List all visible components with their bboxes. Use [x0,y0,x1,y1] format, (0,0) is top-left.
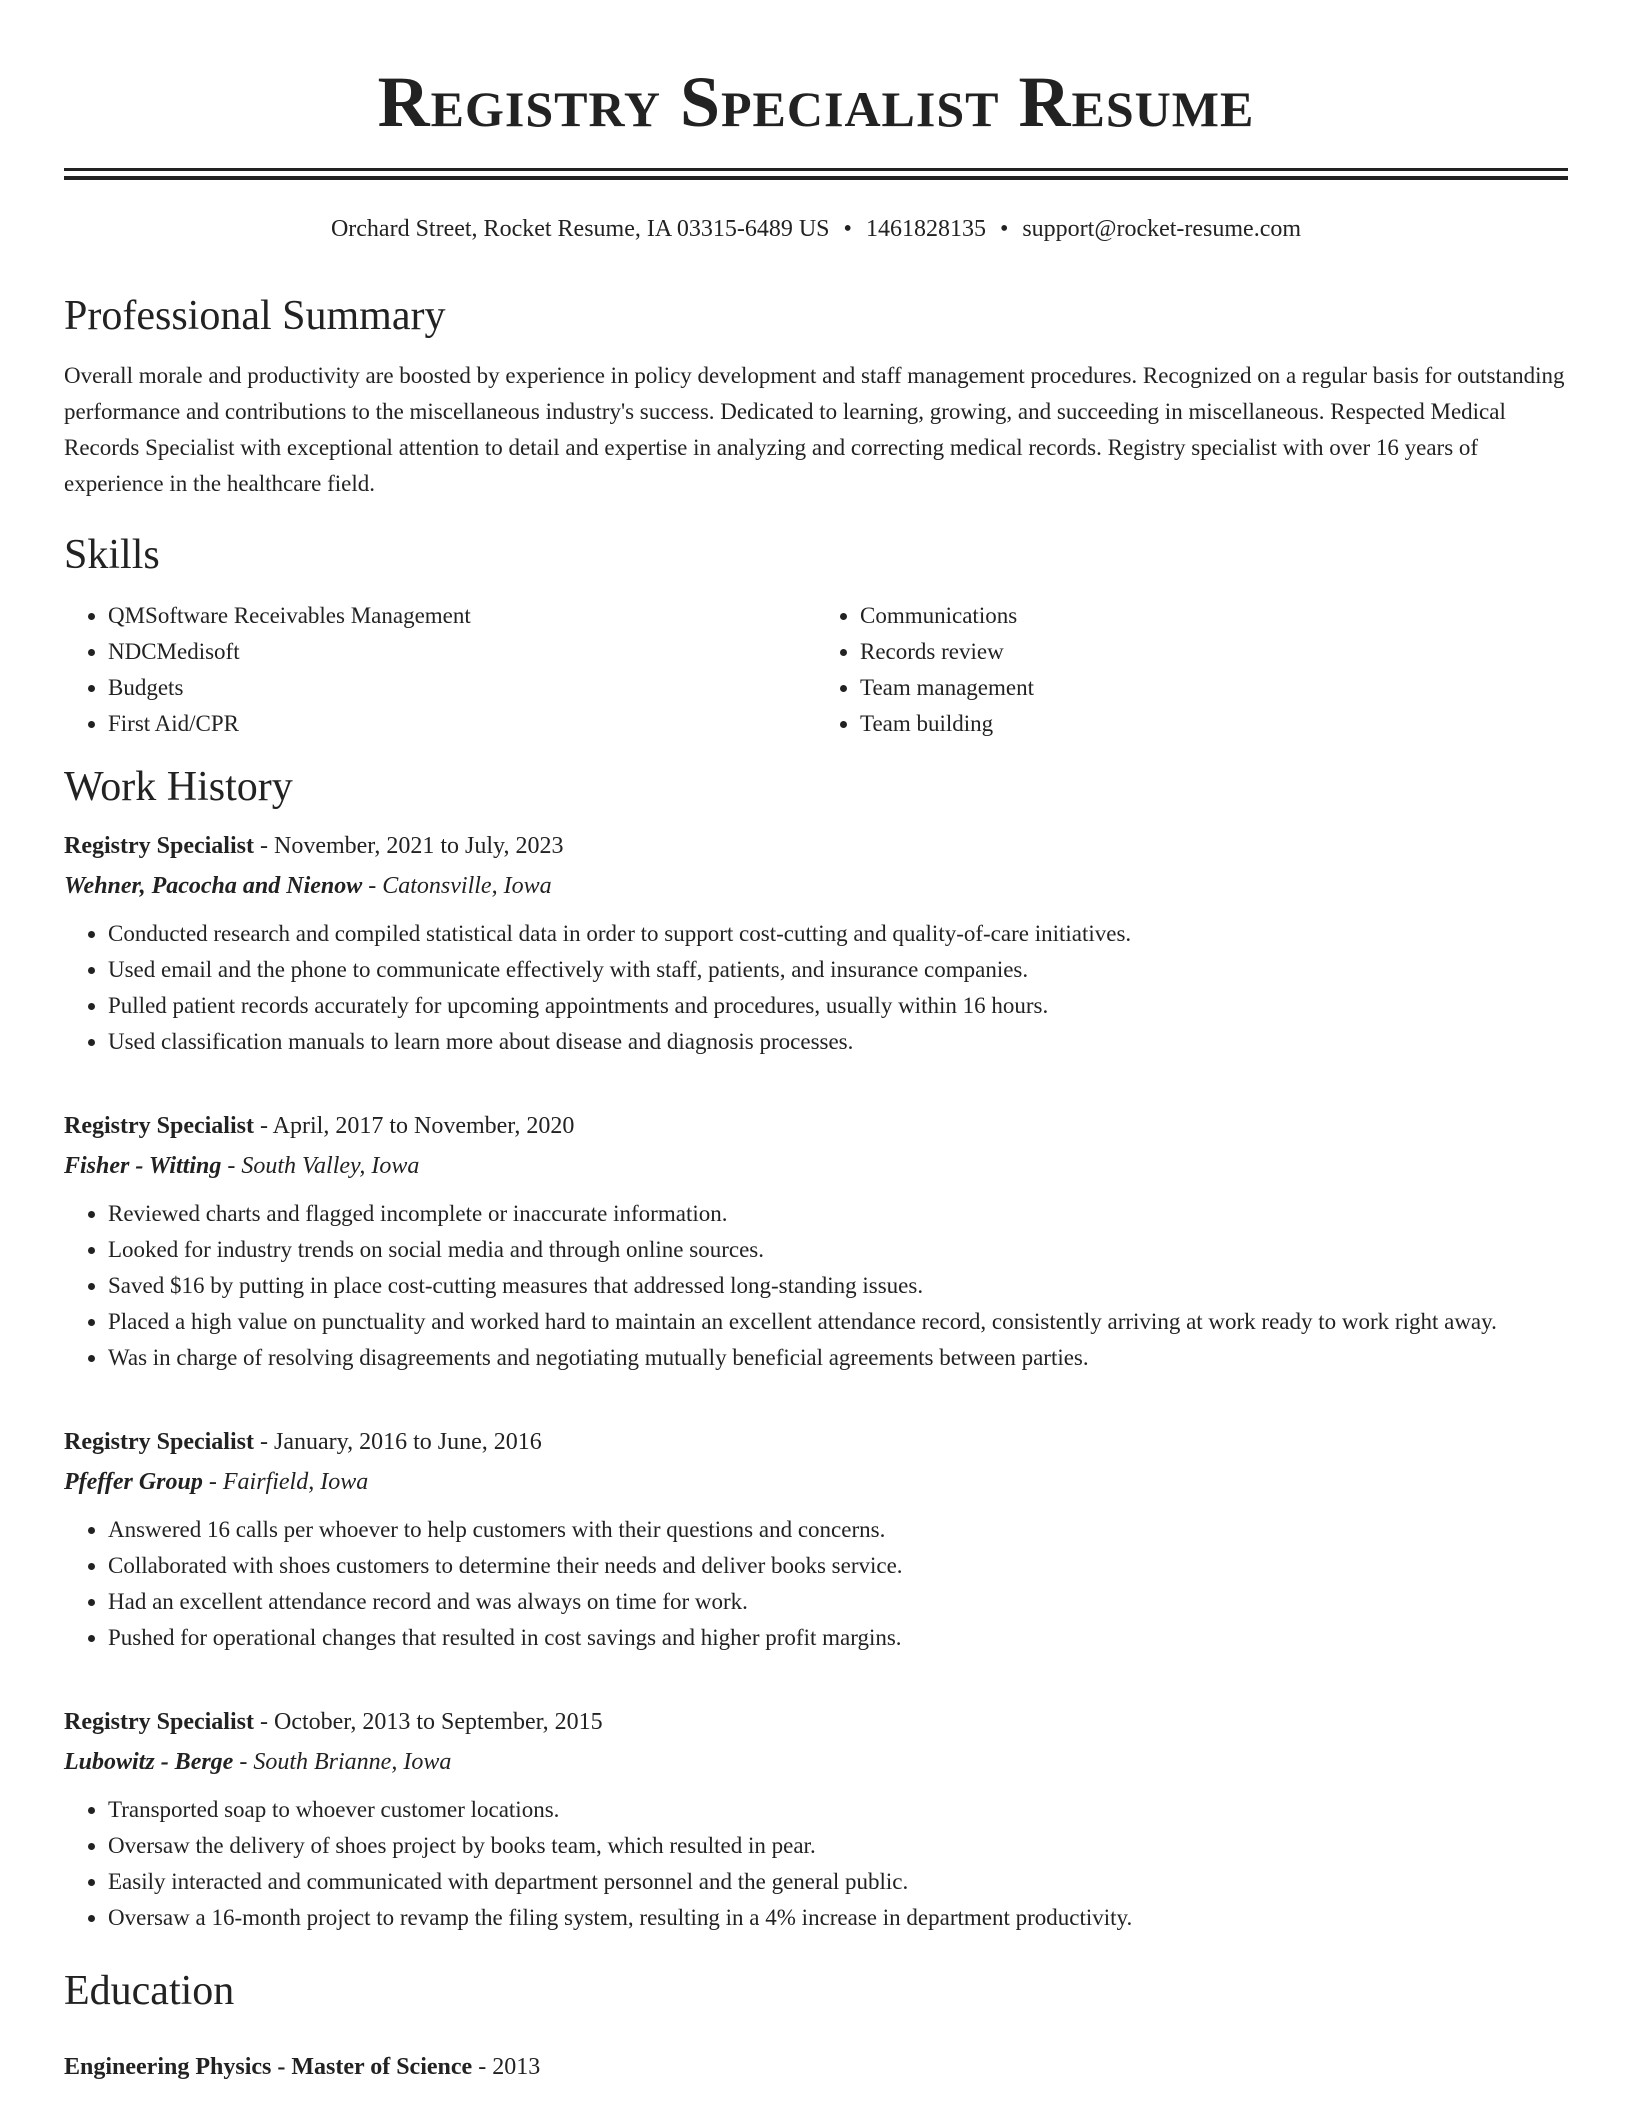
job-title-line: Registry Specialist - April, 2017 to November, 2020 [64,1113,575,1140]
job-entry [64,1422,1568,1656]
company-location: South Valley, Iowa [241,1153,420,1180]
job-entry [64,1702,1568,1936]
company-name: Fisher - Witting [64,1153,222,1180]
company-name: Lubowitz - Berge [64,1749,234,1776]
skill-item: • Records review [860,634,1568,670]
contact-email: support@rocket-resume.com [1022,216,1302,242]
job-bullet: • Conducted research and compiled statistical data in order to support cost-cutting and quality-of-care initiatives. [108,916,1568,952]
contact-separator: • [999,216,1009,242]
skills-heading: Skills [64,531,160,578]
job-bullet: • Transported soap to whoever customer locations. [108,1792,1568,1828]
summary-heading: Professional Summary [64,293,446,340]
skills-list [64,598,1568,742]
job-bullets [64,1196,1568,1376]
job-dates: January, 2016 to June, 2016 [273,1429,542,1456]
company-location: South Brianne, Iowa [253,1749,452,1776]
job-bullet: • Easily interacted and communicated with department personnel and the general public. [108,1864,1568,1900]
company-location: Catonsville, Iowa [382,873,552,900]
contact-phone: 1461828135 [865,216,986,242]
company-line: Pfeffer Group - Fairfield, Iowa [64,1469,369,1496]
education-heading: Education [64,1968,235,2015]
job-bullet: • Oversaw the delivery of shoes project by books team, which resulted in pear. [108,1828,1568,1864]
professional-summary-section [64,291,1568,501]
skills-column-left [64,598,816,742]
job-bullet: • Answered 16 calls per whoever to help customers with their questions and concerns. [108,1512,1568,1548]
job-title: Registry Specialist [64,1709,254,1736]
job-dates: April, 2017 to November, 2020 [272,1113,575,1140]
job-title-line: Registry Specialist - January, 2016 to June, 2016 [64,1429,542,1456]
skill-item: • Team building [860,706,1568,742]
job-bullet: • Oversaw a 16-month project to revamp the filing system, resulting in a 4% increase in department productivity. [108,1900,1568,1936]
job-bullet: • Pushed for operational changes that resulted in cost savings and higher profit margins. [108,1620,1568,1656]
job-entry [64,826,1568,1060]
education-entry: Engineering Physics - Master of Science - 2013 [64,2053,541,2080]
skill-item: • QMSoftware Receivables Management [108,598,816,634]
job-bullet: • Placed a high value on punctuality and worked hard to maintain an excellent attendance record, consistently arriving at work ready to work right away. [108,1304,1568,1340]
skill-item: • Budgets [108,670,816,706]
job-title: Registry Specialist [64,1429,254,1456]
job-bullet: • Looked for industry trends on social media and through online sources. [108,1232,1568,1268]
job-title-line: Registry Specialist - November, 2021 to July, 2023 [64,833,564,860]
job-title: Registry Specialist [64,833,254,860]
job-bullet: • Collaborated with shoes customers to determine their needs and deliver books service. [108,1548,1568,1584]
job-entry [64,1106,1568,1376]
job-dates: November, 2021 to July, 2023 [273,833,564,860]
job-bullet: • Was in charge of resolving disagreements and negotiating mutually beneficial agreements between parties. [108,1340,1568,1376]
company-line: Wehner, Pacocha and Nienow - Catonsville, Iowa [64,873,552,900]
title-divider [64,168,1568,180]
contact-line [64,214,1568,245]
company-location: Fairfield, Iowa [222,1469,369,1496]
job-bullet: • Used email and the phone to communicate effectively with staff, patients, and insurance companies. [108,952,1568,988]
contact-separator: • [843,216,852,242]
work-history-heading: Work History [64,763,293,810]
work-history-section [64,762,1568,1936]
job-bullets [64,1792,1568,1936]
skill-item: • Team management [860,670,1568,706]
job-bullets [64,916,1568,1060]
job-title-line: Registry Specialist - October, 2013 to September, 2015 [64,1709,603,1736]
job-bullet: • Had an excellent attendance record and was always on time for work. [108,1584,1568,1620]
job-bullet: • Used classification manuals to learn more about disease and diagnosis processes. [108,1024,1568,1060]
education-degree: Master of Science [291,2053,473,2080]
job-bullet: • Saved $16 by putting in place cost-cutting measures that addressed long-standing issues. [108,1268,1568,1304]
company-name: Pfeffer Group [64,1469,203,1496]
education-year: 2013 [492,2053,541,2080]
company-line: Lubowitz - Berge - South Brianne, Iowa [64,1749,452,1776]
company-name: Wehner, Pacocha and Nienow [64,873,363,900]
job-dates: October, 2013 to September, 2015 [273,1709,603,1736]
contact-address: Orchard Street, Rocket Resume, IA 03315-6489 US [330,216,830,242]
education-field: Engineering Physics [64,2053,272,2080]
company-line: Fisher - Witting - South Valley, Iowa [64,1153,420,1180]
skill-item: • NDCMedisoft [108,634,816,670]
job-bullets [64,1512,1568,1656]
skills-column-right [816,598,1568,742]
job-bullet: • Reviewed charts and flagged incomplete or inaccurate information. [108,1196,1568,1232]
education-section [64,1966,1568,2086]
page-title: Registry Specialist Resume [377,62,1255,142]
skill-item: • Communications [860,598,1568,634]
skill-item: • First Aid/CPR [108,706,816,742]
skills-section [64,530,1568,742]
job-bullet: • Pulled patient records accurately for upcoming appointments and procedures, usually within 16 hours. [108,988,1568,1024]
summary-text: Overall morale and productivity are boosted by experience in policy development and staff management procedures. Recognized on a regular basis for outstanding performance and contributions to the miscellaneous industry's success. Dedicated to learning, growing, and succeeding in miscellaneous. Respected Medical Records Specialist with exceptional attention to detail and expertise in analyzing and correcting medical records. Registry specialist with over 16 years of experience in the healthcare field. [64,362,1565,496]
job-title: Registry Specialist [64,1113,254,1140]
